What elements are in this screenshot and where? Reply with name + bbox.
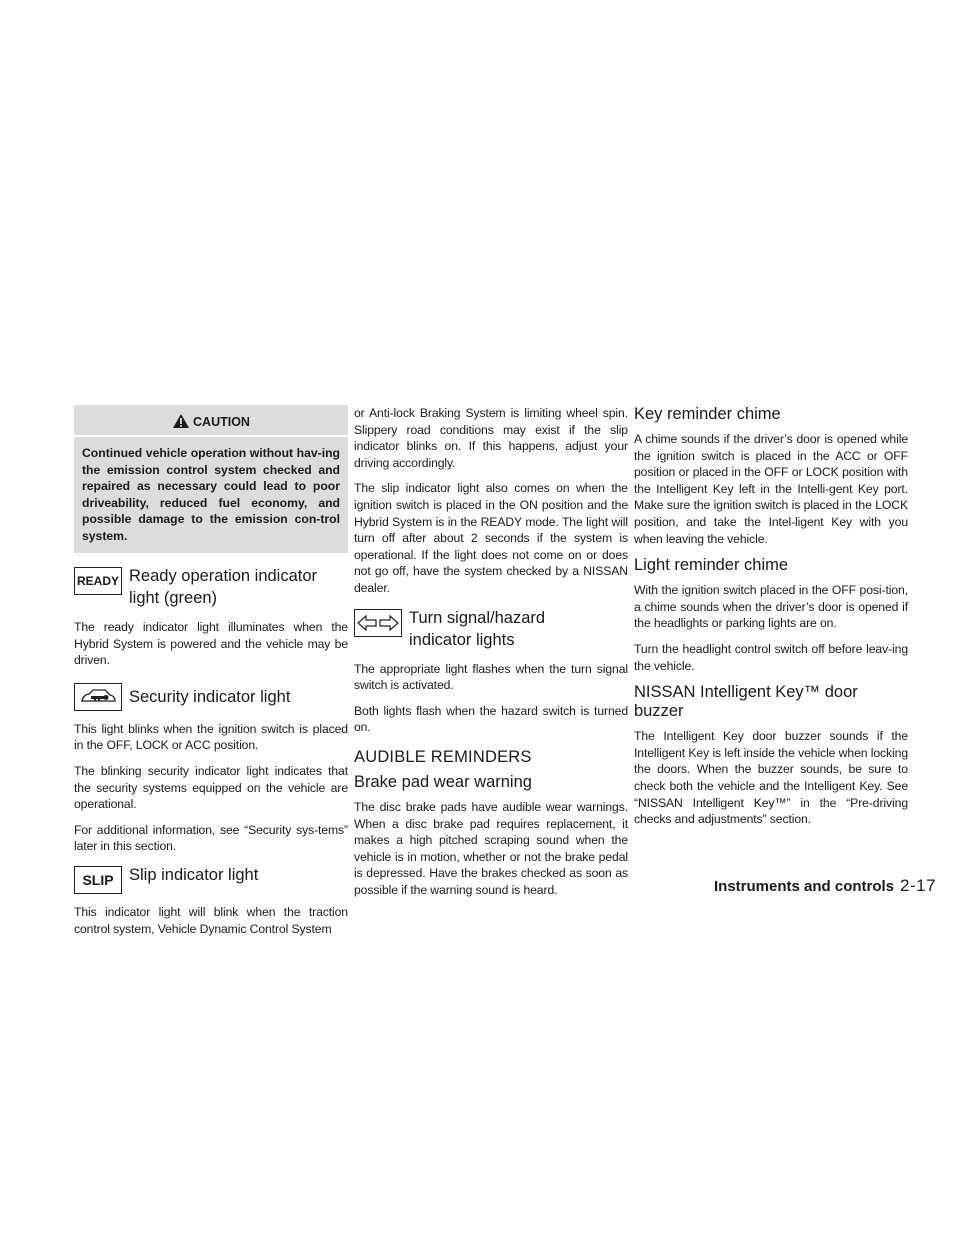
turn-signal-indicator-heading bbox=[354, 607, 628, 651]
security-indicator-heading bbox=[74, 681, 348, 711]
light-reminder-heading: Light reminder chime bbox=[634, 556, 789, 575]
column-3 bbox=[634, 405, 908, 837]
slip-paragraph-1: This indicator light will blink when the traction control system, Vehicle Dynamic Control System bbox=[74, 904, 348, 936]
turn-paragraph-1: The appropriate light flashes when the turn signal switch is activated. bbox=[354, 661, 628, 693]
slip-indicator-title: Slip indicator light bbox=[129, 865, 259, 884]
turn-signal-arrows-icon bbox=[354, 609, 402, 637]
audible-reminders-heading: AUDIBLE REMINDERS bbox=[354, 747, 532, 766]
key-reminder-heading: Key reminder chime bbox=[634, 405, 781, 423]
column-1 bbox=[74, 405, 348, 946]
brake-pad-heading: Brake pad wear warning bbox=[354, 772, 532, 791]
caution-box bbox=[74, 405, 348, 553]
brake-paragraph: The disc brake pads have audible wear warnings. When a disc brake pad requires replacement, it makes a high pitched scraping sound when the vehicle is in motion, whether or not the brake pedal is depressed. Have the brakes checked as soon as possible if the warning sound is heard. bbox=[354, 799, 628, 897]
key-reminder-paragraph: A chime sounds if the driver’s door is opened while the ignition switch is placed in the ACC or OFF position or placed in the OFF or LOCK position with the Intelligent Key left in the Intelli-gent Key port. Make sure the ignition switch is placed in the LOCK position, and take the Intel-ligent Key with you when leaving the vehicle. bbox=[634, 432, 908, 546]
ready-indicator-icon: READY bbox=[74, 567, 122, 595]
slip-paragraph-1-continued: or Anti-lock Braking System is limiting wheel spin. Slippery road conditions may exist if the slip indicator blinks on. If this happens, adjust your driving accordingly. bbox=[354, 406, 628, 470]
security-paragraph-2: The blinking security indicator light indicates that the security systems equipped on the vehicle are operational. bbox=[74, 763, 348, 812]
security-indicator-title: Security indicator light bbox=[129, 687, 291, 706]
warning-triangle-icon bbox=[172, 412, 190, 438]
slip-indicator-heading bbox=[74, 864, 348, 894]
ready-indicator-title: Ready operation indicator light (green) bbox=[129, 567, 318, 607]
ready-indicator-heading bbox=[74, 565, 348, 609]
page-footer bbox=[714, 876, 936, 896]
slip-paragraph-2: The slip indicator light also comes on when the ignition switch is placed in the ON position and the Hybrid System is in the READY mode. The light will turn off after about 2 seconds if the system is operational. If the light does not come on or does not go off, have the system checked by a NISSAN dealer. bbox=[354, 481, 628, 595]
security-car-key-icon bbox=[74, 683, 122, 711]
slip-indicator-icon: SLIP bbox=[74, 866, 122, 894]
light-reminder-paragraph-2: Turn the headlight control switch off before leav-ing the vehicle. bbox=[634, 641, 908, 673]
security-paragraph-3: For additional information, see “Security sys-tems” later in this section. bbox=[74, 822, 348, 854]
turn-signal-indicator-title: Turn signal/hazard indicator lights bbox=[409, 608, 546, 649]
door-buzzer-paragraph: The Intelligent Key door buzzer sounds if the Intelligent Key is left inside the vehicle when locking the doors. When the buzzer sounds, be sure to check both the vehicle and the Intelligent Key. See “NISSAN Intelligent Key™” in the “Pre-driving checks and adjustments” section. bbox=[634, 729, 908, 827]
turn-paragraph-2: Both lights flash when the hazard switch is turned on. bbox=[354, 703, 628, 735]
light-reminder-paragraph-1: With the ignition switch placed in the OFF posi-tion, a chime sounds when the driver’s door is opened if the headlights or parking lights are on. bbox=[634, 583, 908, 631]
security-paragraph-1: This light blinks when the ignition switch is placed in the OFF, LOCK or ACC position. bbox=[74, 721, 348, 753]
door-buzzer-heading: NISSAN Intelligent Key™ door buzzer bbox=[634, 683, 858, 721]
footer-section-title: Instruments and controls bbox=[714, 878, 895, 895]
caution-title-text: CAUTION bbox=[193, 415, 250, 429]
page-number: 2-17 bbox=[900, 876, 937, 895]
caution-text: Continued vehicle operation without hav-ing the emission control system checked and repaired as necessary could lead to poor driveability, reduced fuel economy, and possible damage to the emission con-trol system. bbox=[82, 446, 340, 543]
ready-paragraph: The ready indicator light illuminates when the Hybrid System is powered and the vehicle may be driven. bbox=[74, 620, 348, 668]
column-2 bbox=[354, 405, 628, 907]
caution-title bbox=[74, 409, 348, 437]
